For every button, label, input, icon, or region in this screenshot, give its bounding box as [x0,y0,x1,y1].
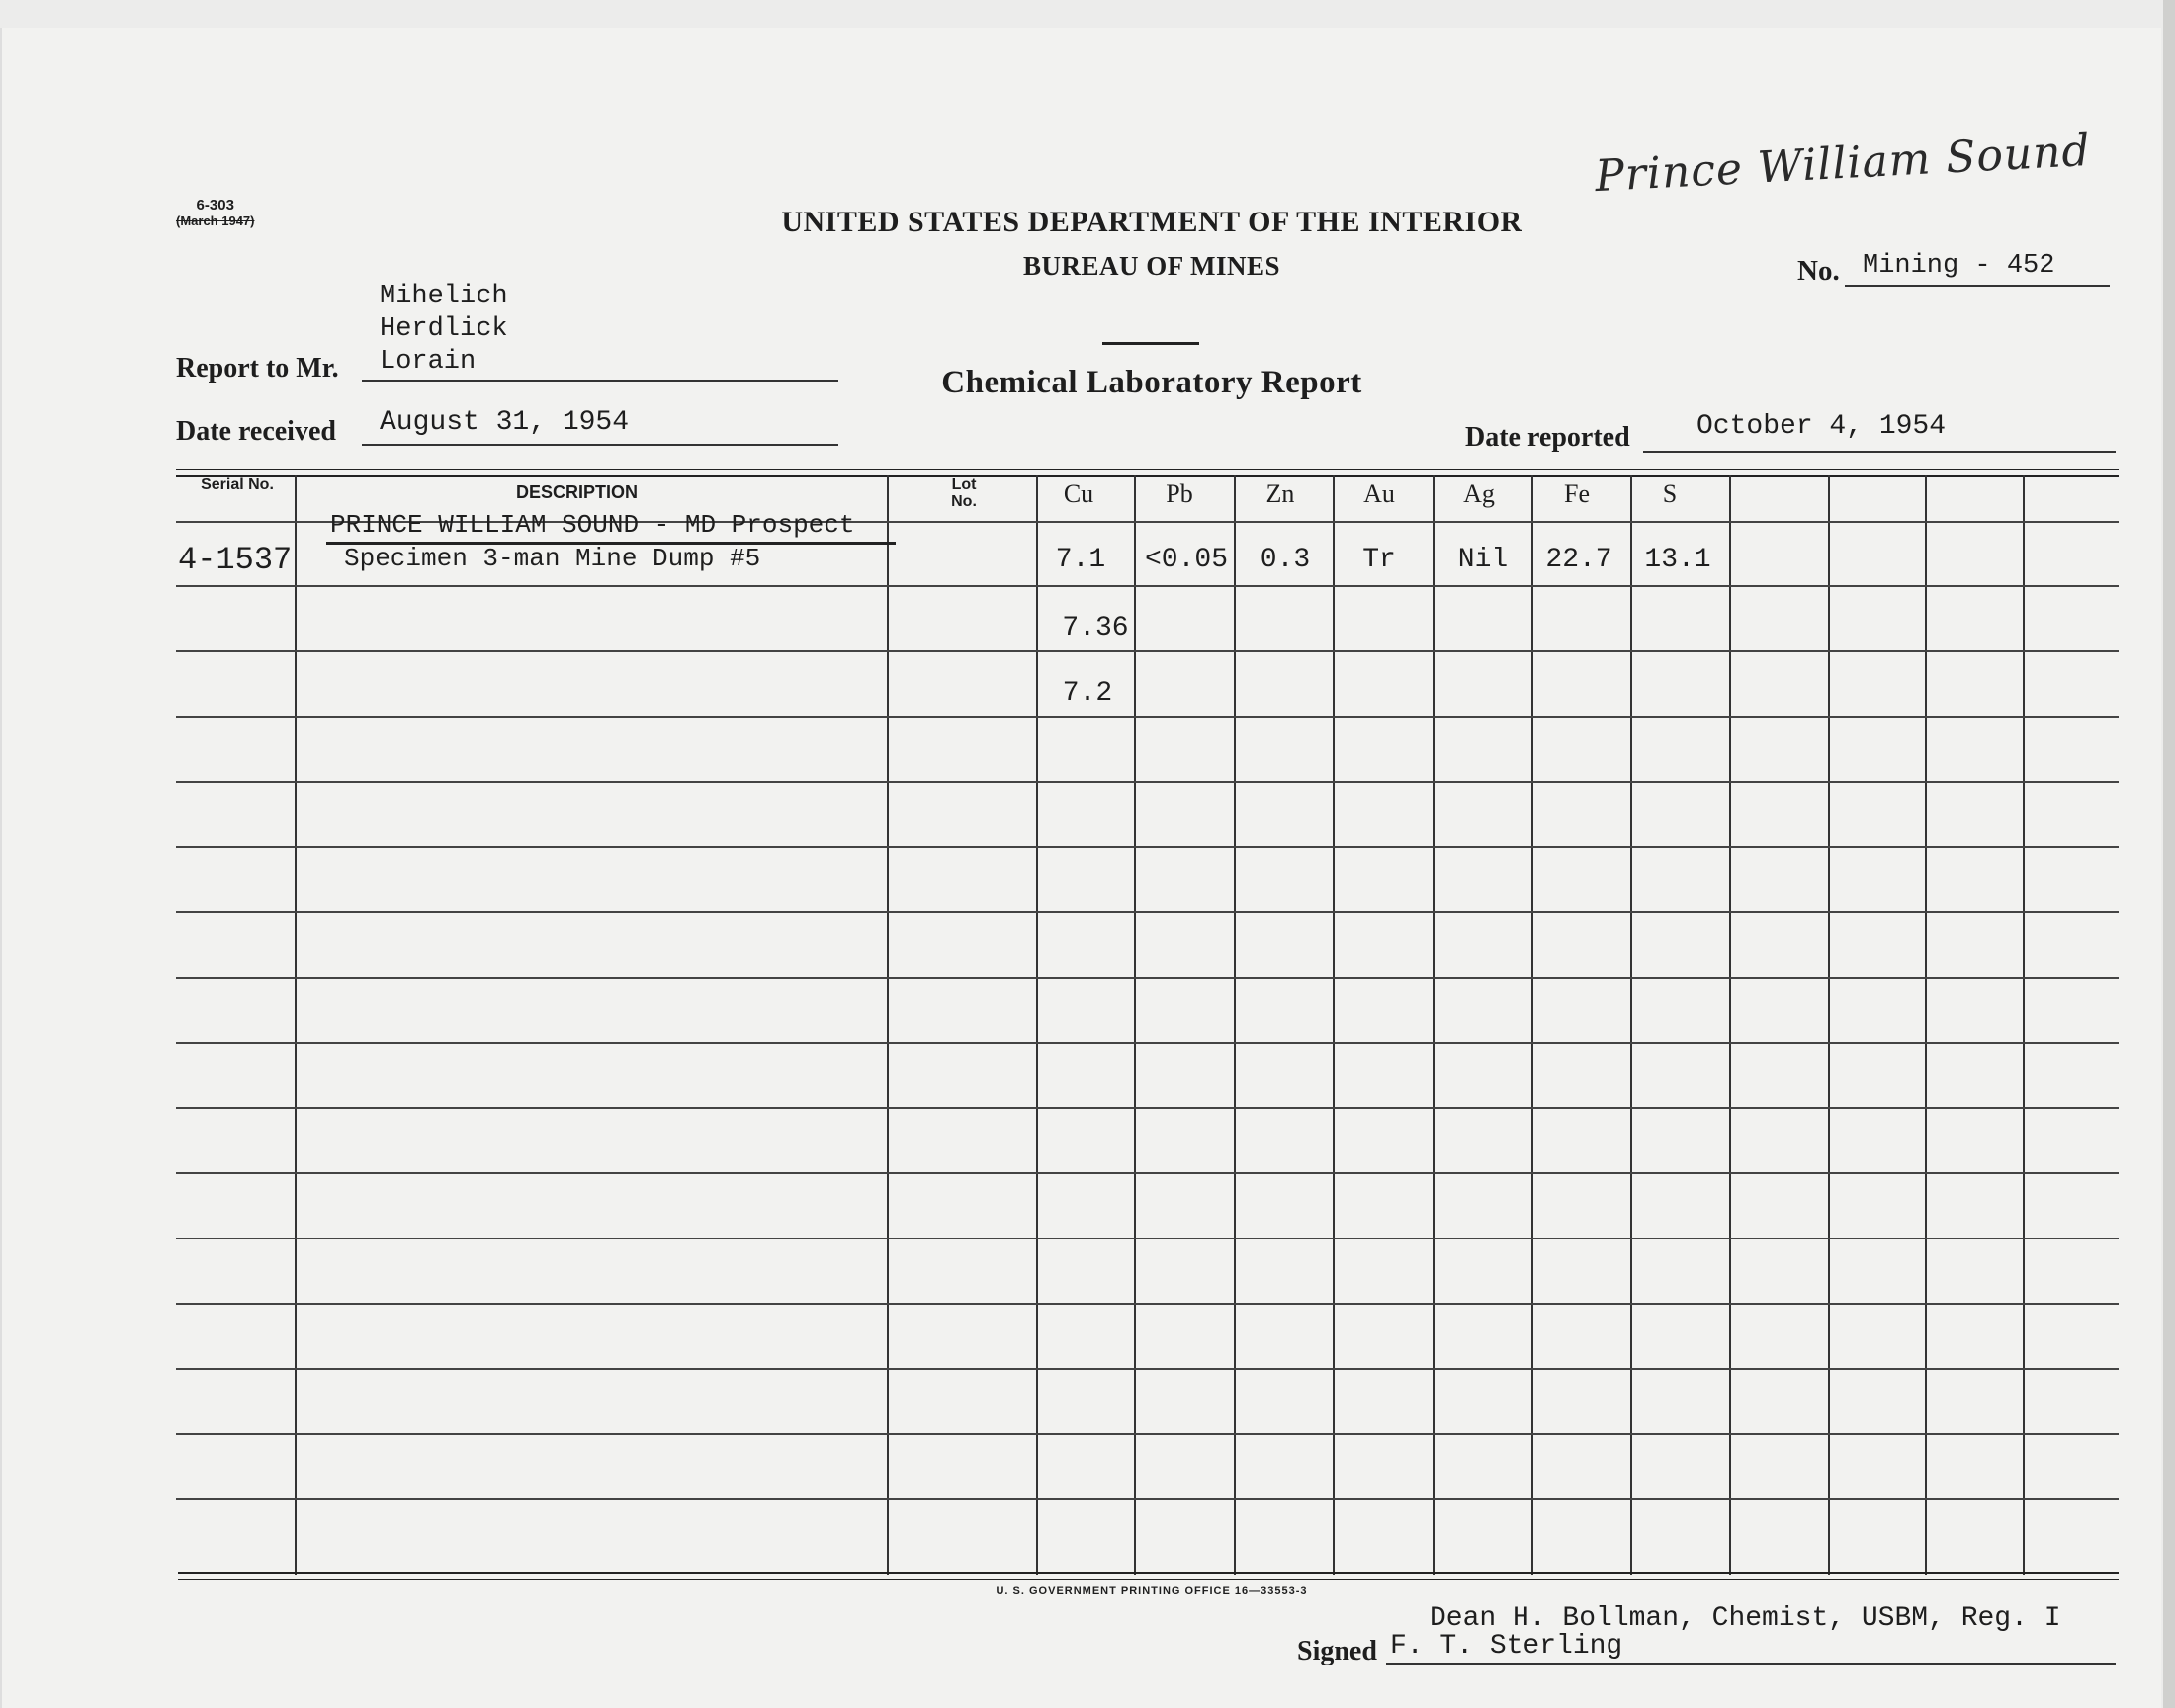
header-element: Pb [1166,479,1193,508]
signed-label: Signed [1297,1636,1377,1666]
signature-line [1386,1663,2116,1665]
row-rule [176,716,2119,718]
value-au: Tr [1362,545,1396,575]
row-rule [176,1368,2119,1370]
form-edition: (March 1947) [176,214,255,228]
description-line-1: PRINCE WILLIAM SOUND - MD Prospect [330,510,855,540]
printer-credit: U. S. GOVERNMENT PRINTING OFFICE 16—33553-3 [996,1585,1308,1597]
table-bottom-rule [178,1579,2119,1580]
report-to-names [380,281,508,379]
header-element: S [1662,479,1678,508]
column-divider [1234,475,1236,1575]
date-reported-line [1643,451,2116,453]
table-top-rule [176,469,2119,470]
row-rule [176,1433,2119,1435]
row-rule [176,1238,2119,1239]
report-to-name: Lorain [380,347,477,377]
handwritten-annotation: Prince William Sound [1594,125,2092,203]
header-lot: Lot No. [951,476,977,510]
column-divider [1828,475,1830,1575]
row-rule [176,1042,2119,1044]
column-divider [887,475,889,1575]
column-divider [295,475,297,1575]
report-number-line [1845,285,2110,287]
row-rule [176,1498,2119,1500]
value-s: 13.1 [1644,545,1711,575]
row-rule [176,1107,2119,1109]
header-element: Cu [1063,479,1094,508]
report-to-label: Report to Mr. [176,353,339,384]
row-rule [176,911,2119,913]
column-divider [2023,475,2025,1575]
column-divider [1333,475,1335,1575]
column-divider [1531,475,1533,1575]
column-divider [1925,475,1927,1575]
report-to-name: Herdlick [380,314,508,344]
value-cu-repeat: 7.2 [1062,678,1113,709]
date-received-line [362,444,838,446]
heading-rule [1102,342,1199,345]
row-rule [176,1303,2119,1305]
row-rule [176,585,2119,587]
report-to-name: Mihelich [380,282,508,311]
value-fe: 22.7 [1545,545,1612,575]
header-element: Zn [1265,479,1295,508]
report-title: Chemical Laboratory Report [941,365,1362,400]
date-reported-label: Date reported [1465,422,1630,453]
header-element: Fe [1564,479,1590,508]
date-received-value: August 31, 1954 [380,407,630,438]
column-divider [1433,475,1435,1575]
form-number-code: 6-303 [196,197,234,214]
header-element: Ag [1463,479,1495,508]
row-rule [176,846,2119,848]
column-divider [1729,475,1731,1575]
table-bottom-rule [178,1572,2119,1574]
row-rule [176,650,2119,652]
value-zn: 0.3 [1260,545,1311,575]
row-rule [176,781,2119,783]
report-number-value: Mining - 452 [1863,251,2055,281]
description-line-2: Specimen 3-man Mine Dump #5 [344,544,761,573]
date-reported-value: October 4, 1954 [1696,411,1947,442]
value-pb: <0.05 [1144,545,1228,575]
signed-by: F. T. Sterling [1390,1631,1623,1662]
department-heading: UNITED STATES DEPARTMENT OF THE INTERIOR [781,206,1522,238]
header-description: DESCRIPTION [516,482,639,502]
value-cu: 7.1 [1055,545,1106,575]
bureau-heading: BUREAU OF MINES [1022,251,1281,281]
header-element: Au [1363,479,1395,508]
value-cu-repeat: 7.36 [1062,613,1129,643]
date-received-label: Date received [176,416,336,447]
report-number-label: No. [1797,255,1840,287]
serial-number: 4-1537 [178,542,293,578]
column-divider [1630,475,1632,1575]
row-rule [176,977,2119,979]
chemist-line: Dean H. Bollman, Chemist, USBM, Reg. I [1430,1603,2061,1634]
value-ag: Nil [1457,545,1509,575]
row-rule [176,1172,2119,1174]
column-divider [1036,475,1038,1575]
report-to-line [362,380,838,382]
header-serial: Serial No. [201,476,274,493]
